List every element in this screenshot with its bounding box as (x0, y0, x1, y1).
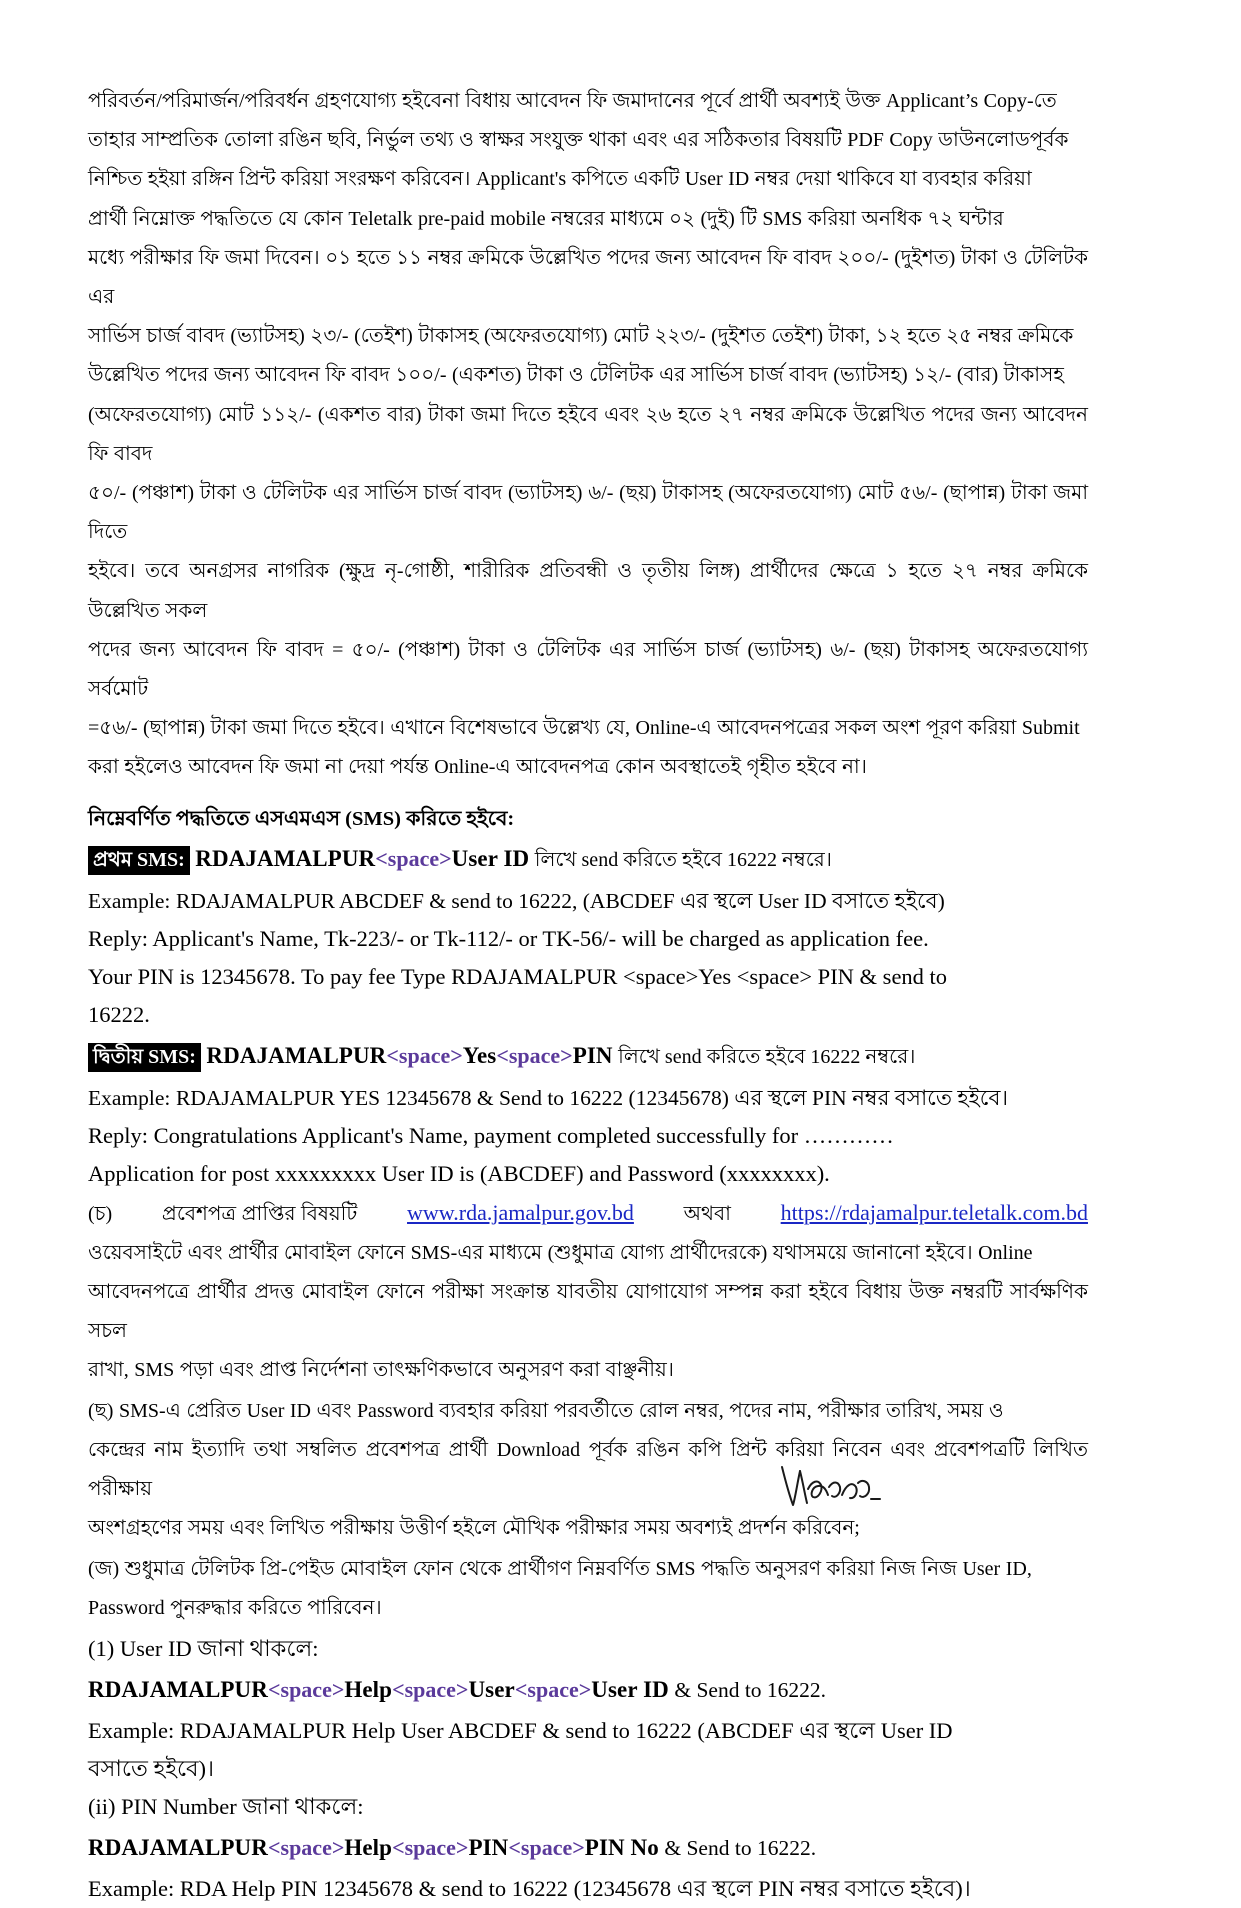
recovery-2-command-prefix: RDAJAMALPUR (88, 1834, 268, 1860)
second-sms-reply-line-1: Reply: Congratulations Applicant's Name, payment completed successfully for ………… (88, 1122, 894, 1148)
clause-cha-line: আবেদনপত্রে প্রার্থীর প্রদত্ত মোবাইল ফোনে পরীক্ষা সংক্রান্ত যাবতীয় যোগাযোগ সম্পন্ন করা হইবে বিধায় উক্ত নম্বরটি সার্বক্ষণিক সচল (88, 1280, 1088, 1342)
second-sms-instruction (88, 1037, 1088, 1076)
first-sms-reply-line-2: Your PIN is 12345678. To pay fee Type RDAJAMALPUR <space>Yes <space> PIN & send to (88, 963, 948, 989)
second-sms-example (88, 1079, 1088, 1117)
space-token: <space> (267, 1676, 345, 1702)
clause-ja-line: (জ) শুধুমাত্র টেলিটক প্রি-পেইড মোবাইল ফোন থেকে প্রার্থীগণ নিম্নবর্ণিত SMS পদ্ধতি অনুসরণ করিয়া নিজ নিজ User ID, (88, 1557, 1032, 1580)
recovery-1-command-prefix: RDAJAMALPUR (88, 1676, 268, 1702)
recovery-2-command-tail: & Send to 16222. (664, 1835, 817, 1860)
recovery-1-command-part: Help (344, 1676, 393, 1702)
first-sms-tag: প্রথম SMS: (88, 846, 190, 875)
rda-jamalpur-website-link[interactable]: www.rda.jamalpur.gov.bd (407, 1199, 634, 1225)
handwritten-signature (776, 1459, 926, 1519)
first-sms-reply-line-3: 16222. (88, 1001, 150, 1027)
second-sms-command-prefix: RDAJAMALPUR (206, 1042, 387, 1068)
clause-cha-line: ওয়েবসাইটে এবং প্রার্থীর মোবাইল ফোনে SMS-এর মাধ্যমে (শুধুমাত্র যোগ্য প্রার্থীদেরকে) যথাসময়ে জানানো হইবে। Online (88, 1241, 1033, 1264)
intro-line: (অফেরতযোগ্য) মোট ১১২/- (একশত বার) টাকা জমা দিতে হইবে এবং ২৬ হতে ২৭ নম্বর ক্রমিকে উল্লেখিত পদের জন্য আবেদন ফি বাবদ (88, 403, 1088, 465)
recovery-2-command-part: Help (344, 1834, 393, 1860)
intro-line: হইবে। তবে অনগ্রসর নাগরিক (ক্ষুদ্র নৃ-গোষ্ঠী, শারীরিক প্রতিবন্ধী ও তৃতীয় লিঙ্গ) প্রার্থীদের ক্ষেত্রে ১ হতে ২৭ নম্বর ক্রমিকে উল্লেখিত সকল (88, 560, 1088, 622)
intro-line: =৫৬/- (ছাপান্ন) টাকা জমা দিতে হইবে। এখানে বিশেষভাবে উল্লেখ্য যে, Online-এ আবেদনপত্রের সকল অংশ পূরণ করিয়া Submit (88, 717, 1080, 740)
intro-paragraph (88, 82, 1088, 788)
clause-cha-text-before-link: প্রবেশপত্র প্রাপ্তির বিষয়টি (161, 1202, 358, 1225)
intro-line: উল্লেখিত পদের জন্য আবেদন ফি বাবদ ১০০/- (একশত) টাকা ও টেলিটক এর সার্ভিস চার্জ বাবদ (ভ্যাটসহ) ১২/- (বার) টাকাসহ (88, 364, 1064, 387)
document-body (88, 82, 1088, 1908)
space-token: <space> (392, 1834, 469, 1860)
clause-cha-first-line (88, 1193, 1088, 1234)
clause-chha (88, 1392, 1088, 1548)
space-token: <space> (496, 1042, 573, 1068)
intro-line: করা হইলেও আবেদন ফি জমা না দেয়া পর্যন্ত Online-এ আবেদনপত্র কোন অবস্থাতেই গৃহীত হইবে না। (88, 756, 867, 779)
clause-cha-marker: (চ) (88, 1202, 113, 1225)
second-sms-tag: দ্বিতীয় SMS: (88, 1043, 201, 1072)
first-sms-reply-line-1: Reply: Applicant's Name, Tk-223/- or Tk-112/- or TK-56/- will be charged as application fee. (88, 925, 929, 951)
intro-line: তাহার সাম্প্রতিক তোলা রঙিন ছবি, নির্ভুল তথ্য ও স্বাক্ষর সংযুক্ত থাকা এবং এর সঠিকতার বিষয়টি PDF Copy ডাউনলোডপূর্বক (88, 129, 1069, 152)
recovery-item-2-label: (ii) PIN Number জানা থাকলে: (88, 1793, 364, 1819)
intro-line: সার্ভিস চার্জ বাবদ (ভ্যাটসহ) ২৩/- (তেইশ) টাকাসহ (অফেরতযোগ্য) মোট ২২৩/- (দুইশত তেইশ) টাকা, ১২ হতে ২৫ নম্বর ক্রমিকে (88, 325, 1074, 348)
clause-cha-conjunction: অথবা (683, 1202, 731, 1225)
intro-line: ৫০/- (পঞ্চাশ) টাকা ও টেলিটক এর সার্ভিস চার্জ বাবদ (ভ্যাটসহ) ৬/- (ছয়) টাকাসহ (অফেরতযোগ্য) মোট ৫৬/- (ছাপান্ন) টাকা জমা দিতে (88, 482, 1088, 544)
example-label: Example: (88, 1085, 171, 1110)
clause-cha (88, 1193, 1088, 1390)
example-label: Example: (88, 888, 171, 913)
recovery-2-command-part: PIN No (584, 1834, 659, 1860)
second-sms-reply-line-2: Application for post xxxxxxxxx User ID is (ABCDEF) and Password (xxxxxxxx). (88, 1160, 830, 1186)
recovery-1-command-part: User (468, 1676, 515, 1702)
space-token: <space> (508, 1834, 585, 1860)
first-sms-command-suffix: User ID (451, 845, 530, 871)
recovery-item-1-example-line-1: Example: RDAJAMALPUR Help User ABCDEF & send to 16222 (ABCDEF এর স্থলে User ID (88, 1717, 953, 1743)
intro-line: পরিবর্তন/পরিমার্জন/পরিবর্ধন গ্রহণযোগ্য হইবেনা বিধায় আবেদন ফি জমাদানের পূর্বে প্রার্থী অবশ্যই উক্ত Applicant’s Copy-তে (88, 90, 1057, 112)
recovery-item-2-example-line-1: Example: RDA Help PIN 12345678 & send to 16222 (12345678 এর স্থলে PIN নম্বর বসাতে হইবে)। (88, 1875, 971, 1901)
first-sms-instruction-tail: লিখে send করিতে হইবে 16222 নম্বরে। (534, 848, 832, 871)
recovery-item-1-label: (1) User ID জানা থাকলে: (88, 1635, 319, 1661)
space-token: <space> (386, 1042, 463, 1068)
recovery-1-command-tail: & Send to 16222. (674, 1677, 827, 1702)
intro-line: প্রার্থী নিম্নোক্ত পদ্ধতিতে যে কোন Teletalk pre-paid mobile নম্বরের মাধ্যমে ০২ (দুই) টি SMS করিয়া অনধিক ৭২ ঘন্টার (88, 207, 1004, 230)
space-token: <space> (392, 1676, 469, 1702)
first-sms-instruction (88, 840, 1088, 879)
second-sms-command-mid: Yes (462, 1042, 497, 1068)
intro-line: মধ্যে পরীক্ষার ফি জমা দিবেন। ০১ হতে ১১ নম্বর ক্রমিকে উল্লেখিত পদের জন্য আবেদন ফি বাবদ ২০০/- (দুইশত) টাকা ও টেলিটক এর (88, 246, 1088, 309)
space-token: <space> (375, 845, 452, 871)
first-sms-example (88, 882, 1088, 920)
first-sms-command-prefix: RDAJAMALPUR (195, 845, 376, 871)
clause-chha-line: কেন্দ্রের নাম ইত্যাদি তথা সম্বলিত প্রবেশপত্র প্রার্থী Download পূর্বক রঙিন কপি প্রিন্ট করিয়া নিবেন এবং প্রবেশপত্রটি লিখিত পরীক্ষায় (88, 1438, 1088, 1500)
example-text: RDAJAMALPUR ABCDEF & send to 16222, (ABCDEF এর স্থলে User ID বসাতে হইবে) (176, 888, 945, 913)
clause-ja (88, 1550, 1088, 1628)
teletalk-portal-link[interactable]: https://rdajamalpur.teletalk.com.bd (780, 1199, 1088, 1225)
clause-ja-line: Password পুনরুদ্ধার করিতে পারিবেন। (88, 1596, 382, 1619)
recovery-item-1-example-line-2: বসাতে হইবে)। (88, 1755, 215, 1781)
recovery-item-1-command (88, 1671, 1088, 1709)
second-sms-instruction-tail: লিখে send করিতে হইবে 16222 নম্বরে। (618, 1045, 916, 1068)
recovery-2-command-part: PIN (468, 1834, 509, 1860)
intro-line: নিশ্চিত হইয়া রঙ্গিন প্রিন্ট করিয়া সংরক্ষণ করিবেন। Applicant's কপিতে একটি User ID নম্বর দেয়া থাকিবে যা ব্যবহার করিয়া (88, 168, 1032, 191)
recovery-1-command-part: User ID (591, 1676, 669, 1702)
space-token: <space> (514, 1676, 592, 1702)
clause-cha-line: রাখা, SMS পড়া এবং প্রাপ্ত নির্দেশনা তাৎক্ষণিকভাবে অনুসরণ করা বাঞ্ছনীয়। (88, 1358, 674, 1381)
intro-line: পদের জন্য আবেদন ফি বাবদ = ৫০/- (পঞ্চাশ) টাকা ও টেলিটক এর সার্ভিস চার্জ (ভ্যাটসহ) ৬/- (ছয়) টাকাসহ অফেরতযোগ্য সর্বমোট (88, 638, 1088, 701)
sms-section-heading: নিম্নেবর্ণিত পদ্ধতিতে এসএমএস (SMS) করিতে হইবে: (88, 807, 515, 830)
space-token: <space> (267, 1834, 345, 1860)
recovery-item-2-command (88, 1829, 1088, 1867)
example-text: RDAJAMALPUR YES 12345678 & Send to 16222 (12345678) এর স্থলে PIN নম্বর বসাতে হইবে। (176, 1085, 1009, 1110)
second-sms-command-suffix: PIN (572, 1042, 613, 1068)
clause-chha-line: (ছ) SMS-এ প্রেরিত User ID এবং Password ব্যবহার করিয়া পরবর্তীতে রোল নম্বর, পদের নাম, পরীক্ষার তারিখ, সময় ও (88, 1399, 1004, 1422)
clause-chha-line: অংশগ্রহণের সময় এবং লিখিত পরীক্ষায় উত্তীর্ণ হইলে মৌখিক পরীক্ষার সময় অবশ্যই প্রদর্শন করিবেন; (88, 1516, 860, 1539)
